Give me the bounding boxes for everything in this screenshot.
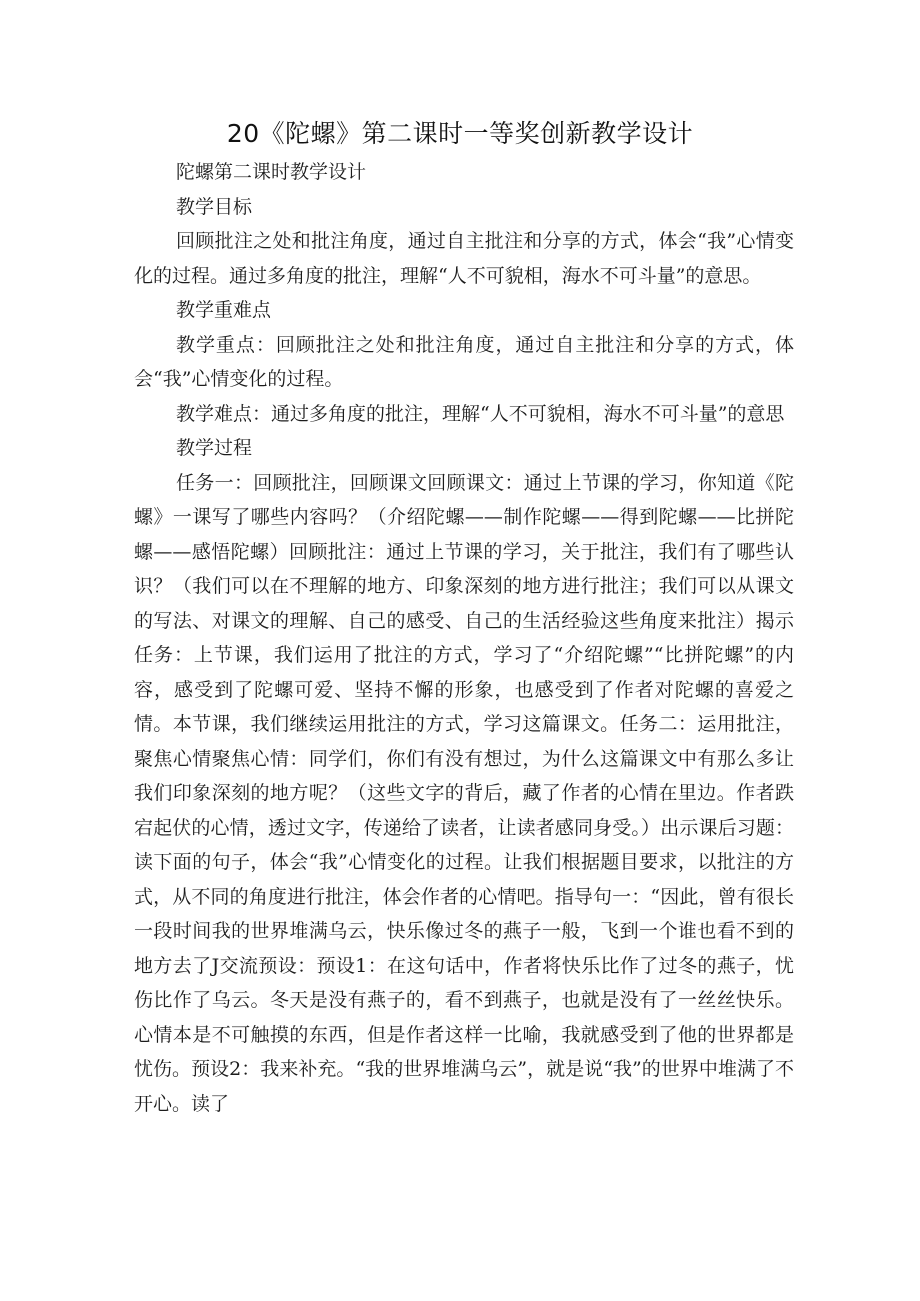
paragraph-teaching-process: 任务一：回顾批注，回顾课文回顾课文：通过上节课的学习，你知道《陀螺》一课写了哪些内容吗？（介绍陀螺——制作陀螺——得到陀螺——比拼陀螺——感悟陀螺）回顾批注：通过上节课的学习，关于批注，我们有了哪些认识？（我们可以在不理解的地方、印象深刻的地方进行批注；我们可以从课文的写法、对课文的理解、自己的感受、自己的生活经验这些角度来批注）揭示任务：上节课，我们运用了批注的方式，学习了“介绍陀螺”“比拼陀螺”的内容，感受到了陀螺可爱、坚持不懈的形象，也感受到了作者对陀螺的喜爱之情。本节课，我们继续运用批注的方式，学习这篇课文。任务二：运用批注，聚焦心情聚焦心情：同学们，你们有没有想过，为什么这篇课文中有那么多让我们印象深刻的地方呢？（这些文字的背后，藏了作者的心情在里边。作者跌宕起伏的心情，透过文字，传递给了读者，让读者感同身受。）出示课后习题：读下面的句子，体会“我”心情变化的过程。让我们根据题目要求，以批注的方式，从不同的角度进行批注，体会作者的心情吧。指导句一：“因此，曾有很长一段时间我的世界堆满乌云，快乐像过冬的燕子一般，飞到一个谁也看不到的地方去了J交流预设：预设1：在这句话中，作者将快乐比作了过冬的燕子，忧伤比作了乌云。冬天是没有燕子的，看不到燕子，也就是没有了一丝丝快乐。心情本是不可触摸的东西，但是作者这样一比喻，我就感受到了他的世界都是忧伤。预设2：我来补充。“我的世界堆满乌云”，就是说“我”的世界中堆满了不开心。读了: [134, 471, 794, 1115]
heading-key-difficulties: 教学重难点: [176, 299, 272, 321]
document-body: [134, 155, 794, 1121]
paragraph-difficulties: 教学难点：通过多角度的批注，理解“人不可貌相，海水不可斗量”的意思: [176, 402, 785, 425]
heading-teaching-goals: 教学目标: [176, 195, 253, 218]
paragraph-key-points: 教学重点：回顾批注之处和批注角度，通过自主批注和分享的方式，体会“我”心情变化的过程。: [134, 333, 794, 390]
paragraph-teaching-goals: 回顾批注之处和批注角度，通过自主批注和分享的方式，体会“我”心情变化的过程。通过多角度的批注，理解“人不可貌相，海水不可斗量”的意思。: [134, 230, 794, 287]
document-title: 20《陀螺》第二课时一等奖创新教学设计: [226, 119, 694, 148]
paragraph-subtitle: 陀螺第二课时教学设计: [176, 161, 367, 183]
heading-teaching-process: 教学过程: [176, 437, 253, 459]
